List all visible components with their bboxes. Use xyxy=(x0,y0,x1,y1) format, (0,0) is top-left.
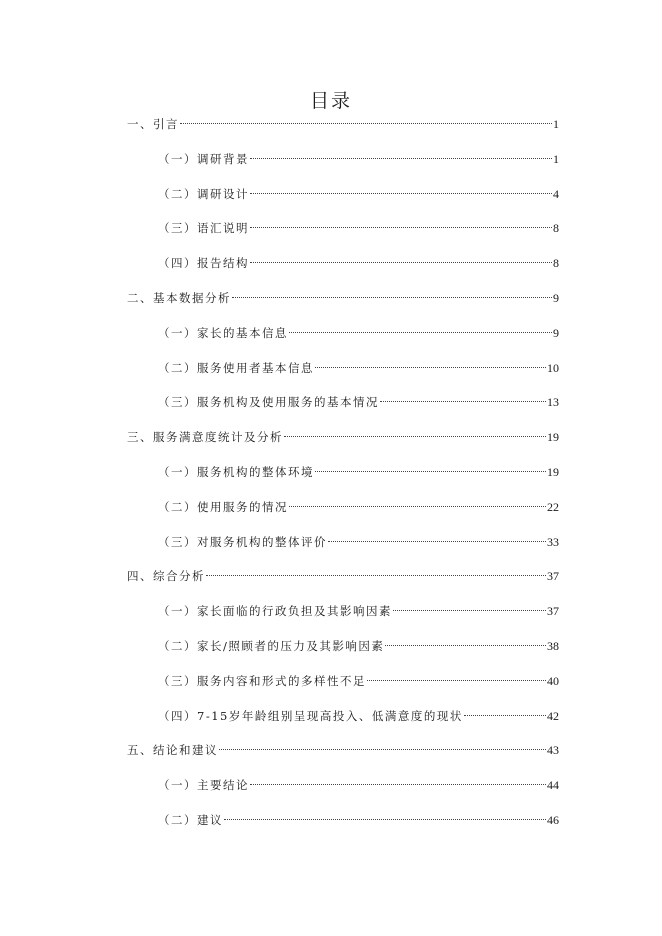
toc-entry-label: （二）使用服务的情况 xyxy=(158,499,288,514)
toc-leader-dots xyxy=(250,262,552,263)
toc-leader-dots xyxy=(464,715,546,716)
toc-entry[interactable] xyxy=(158,811,559,829)
toc-leader-dots xyxy=(315,471,546,472)
toc-entry-label: 二、基本数据分析 xyxy=(127,291,231,305)
toc-entry[interactable] xyxy=(158,185,559,203)
toc-entry-page-number: 22 xyxy=(547,499,559,514)
toc-entry-label: （三）服务内容和形式的多样性不足 xyxy=(158,673,366,688)
toc-entry[interactable] xyxy=(158,254,559,272)
toc-entry-label: （一）家长面临的行政负担及其影响因素 xyxy=(158,604,392,619)
toc-entry-label: （四）报告结构 xyxy=(158,256,249,271)
toc-entry-page-number: 19 xyxy=(547,465,559,479)
toc-entry-page-number: 42 xyxy=(547,708,559,723)
toc-leader-dots xyxy=(250,227,552,228)
toc-leader-dots xyxy=(315,367,546,368)
toc-entry[interactable] xyxy=(158,637,559,655)
toc-leader-dots xyxy=(250,158,552,159)
toc-entry-label: （一）主要结论 xyxy=(158,778,249,793)
toc-entry-label: （三）服务机构及使用服务的基本情况 xyxy=(158,395,379,410)
toc-leader-dots xyxy=(367,680,546,681)
toc-entry[interactable] xyxy=(158,672,559,690)
toc-entry-page-number: 8 xyxy=(553,256,559,271)
toc-entry[interactable] xyxy=(158,707,559,725)
toc-leader-dots xyxy=(328,541,546,542)
toc-leader-dots xyxy=(284,436,546,437)
toc-entry[interactable] xyxy=(158,498,559,516)
toc-entry-label: （二）调研设计 xyxy=(158,186,249,201)
toc-leader-dots xyxy=(250,193,552,194)
toc-entry-label: 三、服务满意度统计及分析 xyxy=(127,430,283,445)
toc-entry[interactable] xyxy=(127,115,559,133)
toc-leader-dots xyxy=(180,123,552,124)
toc-entry-page-number: 46 xyxy=(547,813,559,827)
toc-leader-dots xyxy=(385,645,546,646)
toc-entry[interactable] xyxy=(158,393,559,411)
toc-leader-dots xyxy=(219,749,546,750)
toc-leader-dots xyxy=(289,506,546,507)
toc-entry[interactable] xyxy=(158,359,559,377)
toc-entry-page-number: 37 xyxy=(547,569,559,584)
toc-entry-page-number: 1 xyxy=(553,151,559,166)
toc-entry[interactable] xyxy=(158,150,559,168)
toc-entry-label: 四、综合分析 xyxy=(127,569,205,584)
toc-entry-page-number: 33 xyxy=(547,534,559,549)
toc-entry[interactable] xyxy=(127,567,559,585)
toc-entry-page-number: 38 xyxy=(547,639,559,653)
toc-entry-page-number: 10 xyxy=(547,360,559,375)
toc-leader-dots xyxy=(206,575,546,576)
toc-leader-dots xyxy=(289,332,552,333)
toc-entry[interactable] xyxy=(158,776,559,794)
toc-entry-label: （二）家长/照顾者的压力及其影响因素 xyxy=(158,639,385,653)
toc-entry-page-number: 40 xyxy=(547,673,559,688)
toc-leader-dots xyxy=(380,401,546,402)
toc-entry-page-number: 19 xyxy=(547,430,559,445)
toc-entry-page-number: 43 xyxy=(547,743,559,758)
toc-leader-dots xyxy=(224,819,546,820)
toc-entry-page-number: 1 xyxy=(553,117,559,131)
toc-leader-dots xyxy=(250,784,546,785)
toc-entry-page-number: 8 xyxy=(553,221,559,236)
toc-entry-label: （一）服务机构的整体环境 xyxy=(158,465,314,479)
toc-entry[interactable] xyxy=(158,533,559,551)
toc-entry-page-number: 9 xyxy=(553,291,559,305)
toc-leader-dots xyxy=(393,610,546,611)
toc-leader-dots xyxy=(232,297,552,298)
toc-entry[interactable] xyxy=(158,602,559,620)
toc-entry-page-number: 9 xyxy=(553,325,559,340)
toc-entry[interactable] xyxy=(158,463,559,481)
toc-entry-page-number: 44 xyxy=(547,778,559,793)
toc-entry[interactable] xyxy=(127,428,559,446)
toc-entry[interactable] xyxy=(127,289,559,307)
toc-entry-label: 五、结论和建议 xyxy=(127,743,218,758)
toc-entry-label: （三）对服务机构的整体评价 xyxy=(158,534,327,549)
toc-entry-page-number: 13 xyxy=(547,395,559,410)
toc-entry[interactable] xyxy=(158,324,559,342)
toc-entry-label: （二）建议 xyxy=(158,813,223,827)
toc-entry[interactable] xyxy=(158,219,559,237)
toc-entry-label: （三）语汇说明 xyxy=(158,221,249,236)
toc-entry-label: （四）7-15岁年龄组别呈现高投入、低满意度的现状 xyxy=(158,708,463,723)
toc-entry-label: （一）家长的基本信息 xyxy=(158,325,288,340)
toc-entry-label: （一）调研背景 xyxy=(158,151,249,166)
toc-title: 目录 xyxy=(309,90,352,112)
toc-entry-label: （二）服务使用者基本信息 xyxy=(158,360,314,375)
toc-entry-page-number: 37 xyxy=(547,604,559,619)
toc-entry-label: 一、引言 xyxy=(127,117,179,131)
toc-entry-page-number: 4 xyxy=(553,186,559,201)
toc-entry[interactable] xyxy=(127,741,559,759)
